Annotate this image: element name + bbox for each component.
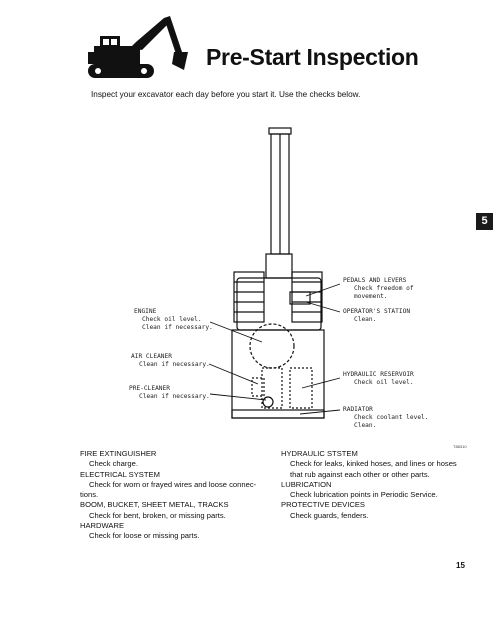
label-pre-cleaner-title: PRE-CLEANER: [129, 385, 170, 392]
label-operator-station-title: OPERATOR'S STATION: [343, 308, 411, 315]
check-title: HARDWARE: [80, 521, 125, 531]
check-detail: Check for bent, broken, or missing parts.: [89, 510, 226, 520]
label-pedals-line2: movement.: [354, 293, 388, 300]
section-tab: 5: [476, 213, 493, 230]
label-radiator-line2: Clean.: [354, 422, 377, 429]
check-title: ELECTRICAL SYSTEM: [80, 469, 160, 479]
label-operator-station-line1: Clean.: [354, 316, 377, 323]
check-detail: Check for loose or missing parts.: [89, 531, 200, 541]
page-number: 15: [456, 561, 465, 570]
label-pedals-title: PEDALS AND LEVERS: [343, 277, 407, 284]
label-air-cleaner-title: AIR CLEANER: [131, 353, 172, 360]
check-detail-cont: that rub against each other or other parts.: [290, 469, 430, 479]
check-item: [80, 449, 275, 470]
check-detail-cont: tions.: [80, 490, 99, 500]
check-item: [80, 521, 275, 542]
check-title: LUBRICATION: [281, 479, 332, 489]
check-item: [281, 449, 476, 480]
check-detail: Check charge.: [89, 459, 138, 469]
label-radiator-title: RADIATOR: [343, 406, 373, 413]
check-detail: Check for leaks, kinked hoses, and lines or hoses: [290, 459, 457, 469]
page-title: Pre-Start Inspection: [206, 44, 419, 70]
label-air-cleaner-line1: Clean if necessary.: [139, 361, 210, 368]
checks-right-column: [281, 449, 476, 521]
checks-left-column: [80, 449, 275, 542]
label-pedals-line1: Check freedom of: [354, 285, 414, 292]
label-engine-line2: Clean if necessary.: [142, 324, 213, 331]
check-title: BOOM, BUCKET, SHEET METAL, TRACKS: [80, 500, 229, 510]
check-title: PROTECTIVE DEVICES: [281, 500, 365, 510]
check-item: [80, 470, 275, 501]
check-detail: Check guards, fenders.: [290, 510, 369, 520]
check-detail: Check for worn or frayed wires and loose connec-: [89, 479, 257, 489]
intro-text: Inspect your excavator each day before you start it. Use the checks below.: [91, 90, 361, 99]
label-pre-cleaner-line1: Clean if necessary.: [139, 393, 210, 400]
check-detail: Check lubrication points in Periodic Service.: [290, 490, 438, 500]
check-title: FIRE EXTINGUISHER: [80, 449, 157, 458]
label-hydraulic-reservoir-line1: Check oil level.: [354, 379, 414, 386]
figure-code: T88310: [453, 444, 467, 449]
check-title: HYDRAULIC STSTEM: [281, 449, 358, 458]
label-hydraulic-reservoir-title: HYDRAULIC RESERVOIR: [343, 371, 414, 378]
label-engine-line1: Check oil level.: [142, 316, 202, 323]
check-item: [80, 500, 275, 521]
check-item: [281, 500, 476, 521]
label-radiator-line1: Check coolant level.: [354, 414, 429, 421]
check-item: [281, 480, 476, 501]
label-engine-title: ENGINE: [134, 308, 157, 315]
